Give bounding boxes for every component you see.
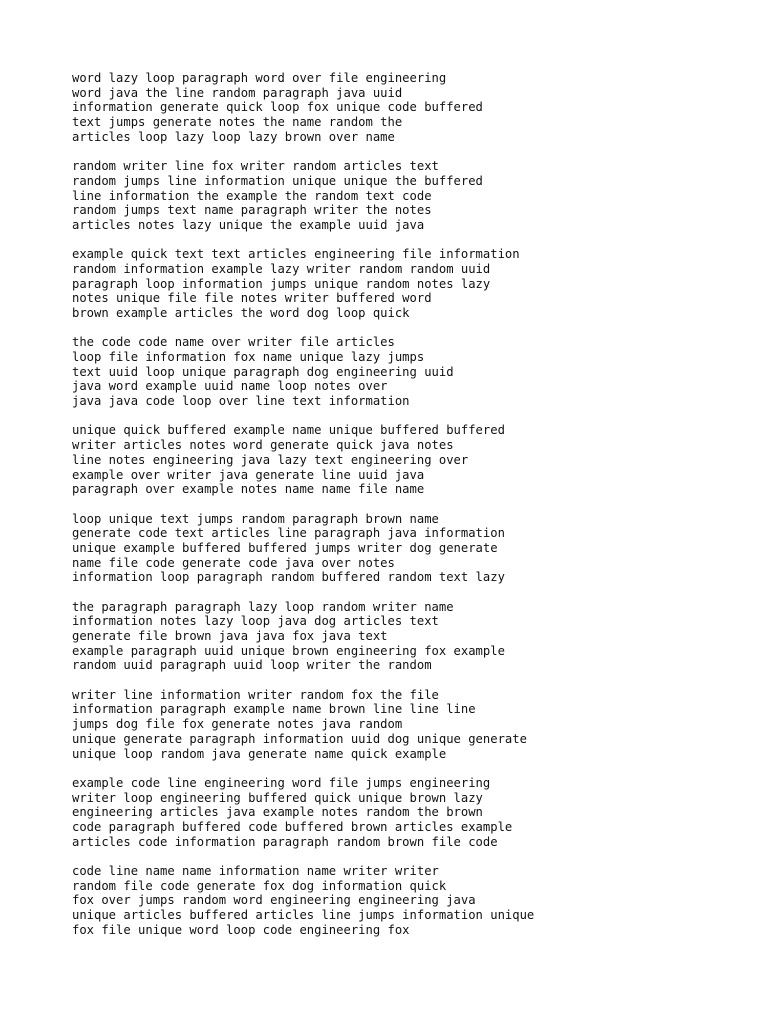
text-line: brown example articles the word dog loop quick — [72, 306, 410, 321]
text-line: writer loop engineering buffered quick unique brown lazy — [72, 790, 483, 805]
paragraph-3 — [72, 247, 732, 321]
text-line: code line name name information name writer writer — [72, 863, 439, 878]
text-line: jumps dog file fox generate notes java random — [72, 717, 403, 732]
text-line: example code line engineering word file jumps engineering — [72, 775, 491, 790]
text-line: text uuid loop unique paragraph dog engineering uuid — [72, 364, 454, 379]
text-line: generate file brown java java fox java text — [72, 629, 388, 644]
text-line: information notes lazy loop java dog articles text — [72, 614, 439, 629]
text-line: engineering articles java example notes random the brown — [72, 805, 483, 820]
text-line: articles code information paragraph random brown file code — [72, 834, 498, 849]
text-line: unique articles buffered articles line jumps information unique — [72, 908, 535, 923]
text-line: writer articles notes word generate quick java notes — [72, 438, 454, 453]
text-line: information loop paragraph random buffered random text lazy — [72, 570, 505, 585]
text-line: fox file unique word loop code engineering fox — [72, 922, 410, 937]
text-line: random uuid paragraph uuid loop writer the random — [72, 658, 432, 673]
text-line: unique example buffered buffered jumps writer dog generate — [72, 540, 498, 555]
text-line: example paragraph uuid unique brown engineering fox example — [72, 643, 505, 658]
text-line: loop file information fox name unique lazy jumps — [72, 350, 425, 365]
paragraph-2 — [72, 159, 732, 233]
text-line: information paragraph example name brown line line line — [72, 702, 476, 717]
text-line: information generate quick loop fox unique code buffered — [72, 100, 483, 115]
text-line: the paragraph paragraph lazy loop random writer name — [72, 599, 454, 614]
document-page — [72, 71, 732, 952]
paragraph-9 — [72, 776, 732, 850]
text-line: paragraph over example notes name name file name — [72, 482, 425, 497]
text-line: random writer line fox writer random articles text — [72, 159, 439, 174]
text-line: word java the line random paragraph java uuid — [72, 85, 403, 100]
text-line: articles notes lazy unique the example uuid java — [72, 217, 425, 232]
paragraph-4 — [72, 335, 732, 409]
text-line: word lazy loop paragraph word over file engineering — [72, 71, 447, 85]
paragraph-7 — [72, 600, 732, 674]
text-line: random jumps line information unique unique the buffered — [72, 173, 483, 188]
text-line: paragraph loop information jumps unique random notes lazy — [72, 276, 491, 291]
text-line: unique quick buffered example name unique buffered buffered — [72, 423, 505, 438]
text-line: fox over jumps random word engineering engineering java — [72, 893, 476, 908]
text-line: java word example uuid name loop notes over — [72, 379, 388, 394]
text-line: writer line information writer random fox the file — [72, 687, 439, 702]
text-line: name file code generate code java over notes — [72, 555, 395, 570]
paragraph-5 — [72, 423, 732, 497]
text-line: random information example lazy writer random random uuid — [72, 261, 491, 276]
text-line: articles loop lazy loop lazy brown over name — [72, 129, 395, 144]
text-line: text jumps generate notes the name random the — [72, 115, 403, 130]
text-line: generate code text articles line paragraph java information — [72, 526, 505, 541]
paragraph-8 — [72, 688, 732, 762]
text-line: java java code loop over line text information — [72, 394, 410, 409]
text-line: the code code name over writer file articles — [72, 335, 395, 350]
text-line: loop unique text jumps random paragraph brown name — [72, 511, 439, 526]
text-line: example quick text text articles engineering file information — [72, 247, 520, 262]
paragraph-10 — [72, 864, 732, 938]
text-line: line information the example the random text code — [72, 188, 432, 203]
text-line: line notes engineering java lazy text engineering over — [72, 452, 469, 467]
text-line: notes unique file file notes writer buffered word — [72, 291, 432, 306]
paragraph-1 — [72, 71, 732, 145]
text-line: random jumps text name paragraph writer the notes — [72, 203, 432, 218]
text-line: unique loop random java generate name quick example — [72, 746, 447, 761]
text-line: unique generate paragraph information uuid dog unique generate — [72, 731, 527, 746]
text-line: code paragraph buffered code buffered brown articles example — [72, 819, 513, 834]
text-line: example over writer java generate line uuid java — [72, 467, 425, 482]
paragraph-6 — [72, 512, 732, 586]
text-line: random file code generate fox dog information quick — [72, 878, 447, 893]
